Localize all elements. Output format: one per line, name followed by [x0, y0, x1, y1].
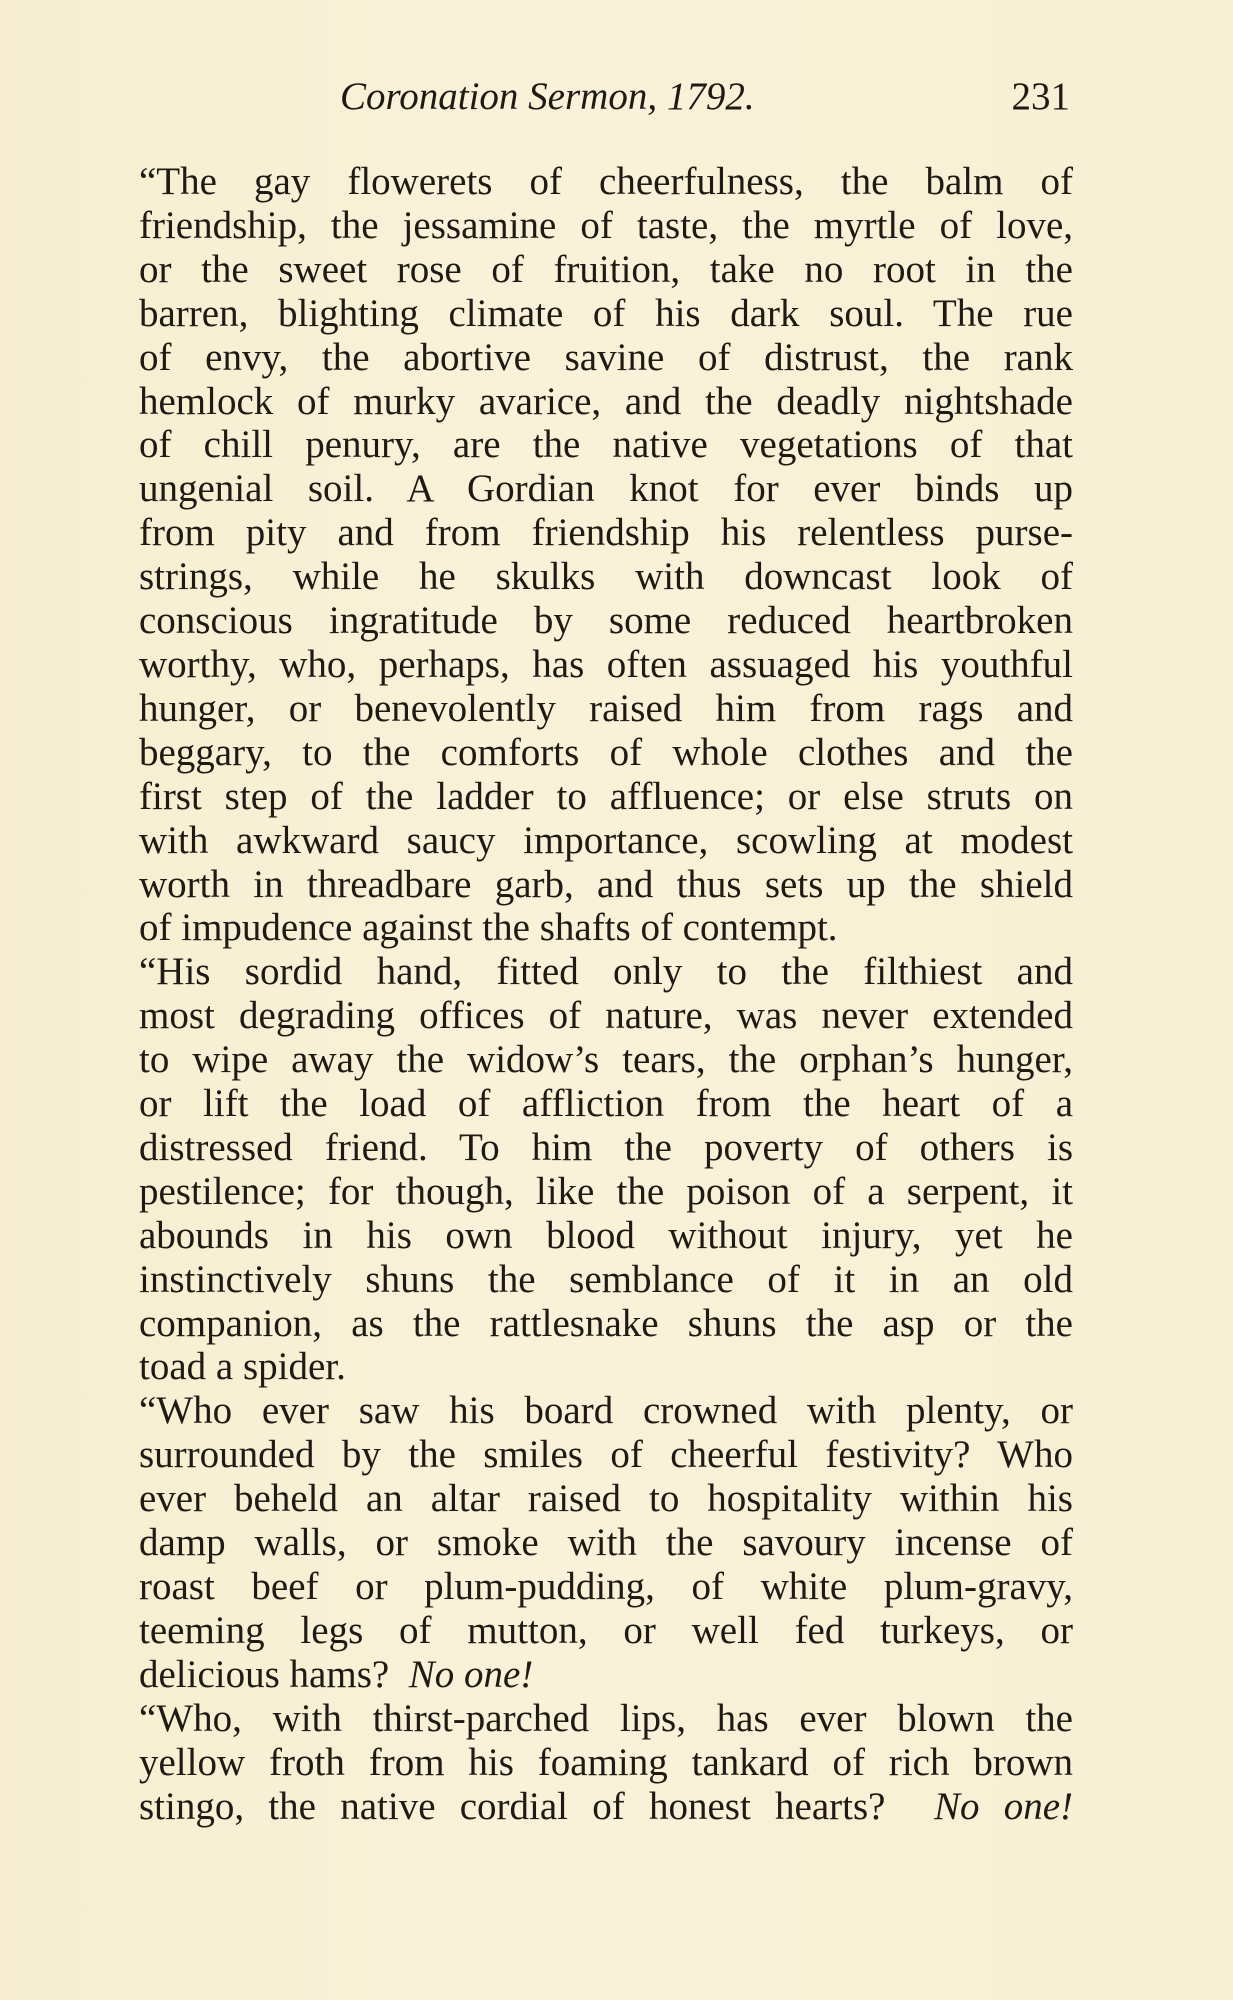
text-line: hemlock of murky avarice, and the deadly nightshade [139, 379, 1073, 423]
text-line: worthy, who, perhaps, has often assuaged his youthful [139, 642, 1073, 686]
page-number: 231 [1011, 75, 1070, 118]
text-line: conscious ingratitude by some reduced heartbroken [139, 599, 1073, 643]
text-line: friendship, the jessamine of taste, the myrtle of love, [139, 203, 1073, 247]
text-line: delicious hams? [139, 1652, 390, 1696]
text-line: “His sordid hand, fitted only to the filthiest and [139, 950, 1073, 994]
text-line: abounds in his own blood without injury, yet he [139, 1213, 1073, 1257]
text-line-with-emphasis [95, 1653, 1073, 1697]
text-line: strings, while he skulks with downcast look of [139, 555, 1073, 599]
text-line: beggary, to the comforts of whole clothes and the [139, 730, 1073, 774]
paragraph-3 [95, 1389, 1073, 1696]
text-line: instinctively shuns the semblance of it in an old [139, 1257, 1073, 1301]
text-line: first step of the ladder to affluence; or else struts on [139, 774, 1073, 818]
text-line: of impudence against the shafts of contempt. [139, 906, 838, 950]
text-line: distressed friend. To him the poverty of others is [139, 1125, 1073, 1169]
text-line: or lift the load of affliction from the heart of a [139, 1082, 1073, 1126]
emphasis-text: No one! [933, 1784, 1074, 1828]
text-line: teeming legs of mutton, or well fed turkeys, or [139, 1608, 1073, 1652]
text-line: of chill penury, are the native vegetations of that [139, 423, 1073, 467]
emphasis-text: No one! [408, 1652, 534, 1696]
text-line: most degrading offices of nature, was never extended [139, 994, 1073, 1038]
text-line: companion, as the rattlesnake shuns the asp or the [139, 1301, 1073, 1345]
text-line: “The gay flowerets of cheerfulness, the balm of [139, 160, 1073, 203]
running-title: Coronation Sermon, 1792. [340, 75, 755, 118]
text-line-with-emphasis [95, 1785, 1073, 1829]
text-line: stingo, the native cordial of honest hearts? [139, 1784, 886, 1828]
text-line: worth in threadbare garb, and thus sets up the shield [139, 862, 1073, 906]
body-text [95, 160, 1073, 1828]
paragraph-2 [95, 950, 1073, 1389]
text-line: or the sweet rose of fruition, take no root in the [139, 247, 1073, 291]
text-line: yellow froth from his foaming tankard of rich brown [139, 1740, 1073, 1784]
text-line: ungenial soil. A Gordian knot for ever binds up [139, 467, 1073, 511]
text-line: ever beheld an altar raised to hospitality within his [139, 1477, 1073, 1521]
page-header [330, 72, 1070, 122]
paragraph-4 [95, 1697, 1073, 1829]
text-line: damp walls, or smoke with the savoury incense of [139, 1521, 1073, 1565]
text-line: of envy, the abortive savine of distrust, the rank [139, 335, 1073, 379]
text-line: from pity and from friendship his relentless purse- [139, 511, 1073, 555]
paragraph-1 [95, 160, 1073, 950]
text-line: with awkward saucy importance, scowling at modest [139, 818, 1073, 862]
text-line: surrounded by the smiles of cheerful festivity? Who [139, 1433, 1073, 1477]
text-line: hunger, or benevolently raised him from rags and [139, 686, 1073, 730]
text-line: to wipe away the widow’s tears, the orphan’s hunger, [139, 1038, 1073, 1082]
text-line: “Who ever saw his board crowned with plenty, or [139, 1389, 1073, 1433]
text-line: pestilence; for though, like the poison of a serpent, it [139, 1169, 1073, 1213]
text-line: barren, blighting climate of his dark soul. The rue [139, 291, 1073, 335]
text-line: toad a spider. [139, 1345, 346, 1389]
text-line: roast beef or plum-pudding, of white plum-gravy, [139, 1565, 1073, 1608]
text-line: “Who, with thirst-parched lips, has ever blown the [139, 1696, 1073, 1740]
